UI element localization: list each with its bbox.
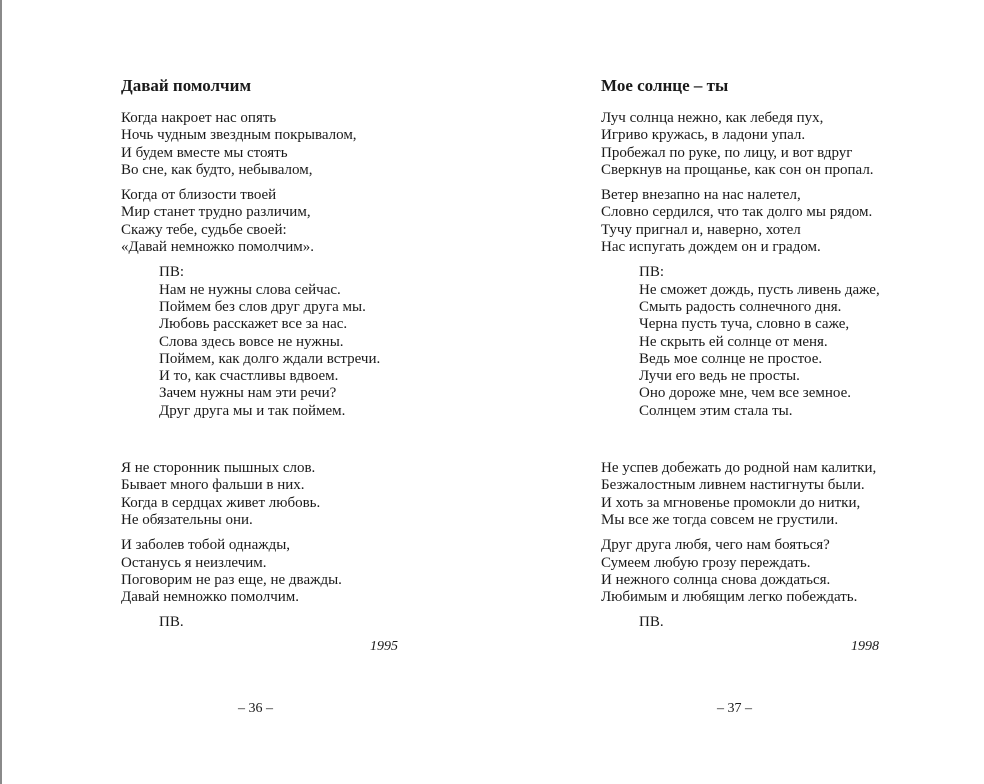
stanza	[121, 110, 481, 179]
poem-line: Слова здесь вовсе не нужны.	[159, 333, 344, 350]
poem-line: Ведь мое солнце не простое.	[639, 350, 823, 367]
poem-line: Поймем без слов друг друга мы.	[159, 298, 366, 315]
signature	[601, 614, 961, 631]
poem-line: Сумеем любую грозу переждать.	[601, 554, 811, 571]
page-number: – 37 –	[717, 701, 752, 716]
poem-line: Когда в сердцах живет любовь.	[121, 494, 321, 511]
poem-year: 1995	[370, 639, 398, 654]
poem-line: Нас испугать дождем он и градом.	[601, 239, 821, 256]
poem-line: Скажу тебе, судьбе своей:	[121, 221, 287, 238]
poem-line: Смыть радость солнечного дня.	[639, 298, 842, 315]
right-page	[480, 0, 960, 784]
stanza	[601, 187, 961, 256]
poem-line: И заболев тобой однажды,	[121, 537, 291, 554]
poem-line: И то, как счастливы вдвоем.	[159, 368, 339, 385]
stanza	[121, 187, 481, 256]
poem-line: Ночь чудным звездным покрывалом,	[121, 127, 357, 144]
poem-line: Не обязательны они.	[121, 511, 253, 528]
poem-line: Безжалостным ливнем настигнуты были.	[601, 477, 865, 494]
poem-line: Не сможет дождь, пусть ливень даже,	[639, 281, 880, 298]
poem-line: Мир станет трудно различим,	[121, 204, 311, 221]
poem-line: Не успев добежать до родной нам калитки,	[601, 460, 877, 477]
stanza	[601, 110, 961, 179]
poem-line: «Давай немножко помолчим».	[121, 239, 315, 256]
poem-line: И нежного солнца снова дождаться.	[601, 571, 831, 588]
poem-line: Я не сторонник пышных слов.	[121, 460, 316, 477]
poem-line: Игриво кружась, в ладони упал.	[601, 127, 806, 144]
signature	[121, 614, 481, 631]
poem-line: Давай немножко помолчим.	[121, 589, 300, 606]
stanza	[601, 537, 961, 606]
left-page	[0, 0, 480, 784]
poem-line: Ветер внезапно на нас налетел,	[601, 187, 801, 204]
poem-line: Нам не нужны слова сейчас.	[159, 281, 341, 298]
poem-line: И будем вместе мы стоять	[121, 144, 288, 161]
stanza	[601, 460, 961, 529]
poem-year: 1998	[851, 639, 879, 654]
poem-line: Зачем нужны нам эти речи?	[159, 385, 337, 402]
poem-line: Друг друга любя, чего нам бояться?	[601, 537, 830, 554]
poem-line: Любимым и любящим легко побеждать.	[601, 589, 858, 606]
poem-line: Луч солнца нежно, как лебедя пух,	[601, 110, 824, 126]
poem-line: Поймем, как долго ждали встречи.	[159, 350, 381, 367]
poem-line: Солнцем этим стала ты.	[639, 402, 793, 419]
poem-line: Тучу пригнал и, наверно, хотел	[601, 221, 801, 238]
signature-text: ПВ.	[159, 614, 184, 631]
refrain-stanza	[121, 264, 481, 420]
refrain-label: ПВ:	[639, 264, 665, 281]
signature-text: ПВ.	[639, 614, 664, 631]
poem-line: Когда накроет нас опять	[121, 110, 277, 126]
page-number: – 36 –	[238, 701, 273, 716]
poem-line: Словно сердился, что так долго мы рядом.	[601, 204, 873, 221]
poem-line: Черна пусть туча, словно в саже,	[639, 316, 850, 333]
refrain-stanza	[601, 264, 961, 420]
poem-line: Не скрыть ей солнце от меня.	[639, 333, 828, 350]
poem-title: Давай помолчим	[121, 76, 252, 95]
poem-line: Когда от близости твоей	[121, 187, 277, 204]
poem-line: Поговорим не раз еще, не дважды.	[121, 571, 342, 588]
poem-line: Бывает много фальши в них.	[121, 477, 305, 494]
poem-body	[601, 110, 961, 632]
poem-line: Любовь расскажет все за нас.	[159, 316, 348, 333]
stanza	[121, 460, 481, 529]
poem-line: Во сне, как будто, небывалом,	[121, 161, 313, 178]
poem-line: Друг друга мы и так поймем.	[159, 402, 346, 419]
stanza	[121, 537, 481, 606]
poem-line: Мы все же тогда совсем не грустили.	[601, 511, 839, 528]
poem-body	[121, 110, 481, 632]
poem-line: Сверкнув на прощанье, как сон он пропал.	[601, 161, 874, 178]
poem-title: Мое солнце – ты	[601, 76, 729, 95]
poem-line: Останусь я неизлечим.	[121, 554, 267, 571]
poem-line: Лучи его ведь не просты.	[639, 368, 800, 385]
poem-line: И хоть за мгновенье промокли до нитки,	[601, 494, 861, 511]
refrain-label: ПВ:	[159, 264, 185, 281]
poem-line: Оно дороже мне, чем все земное.	[639, 385, 851, 402]
poem-line: Пробежал по руке, по лицу, и вот вдруг	[601, 144, 853, 161]
